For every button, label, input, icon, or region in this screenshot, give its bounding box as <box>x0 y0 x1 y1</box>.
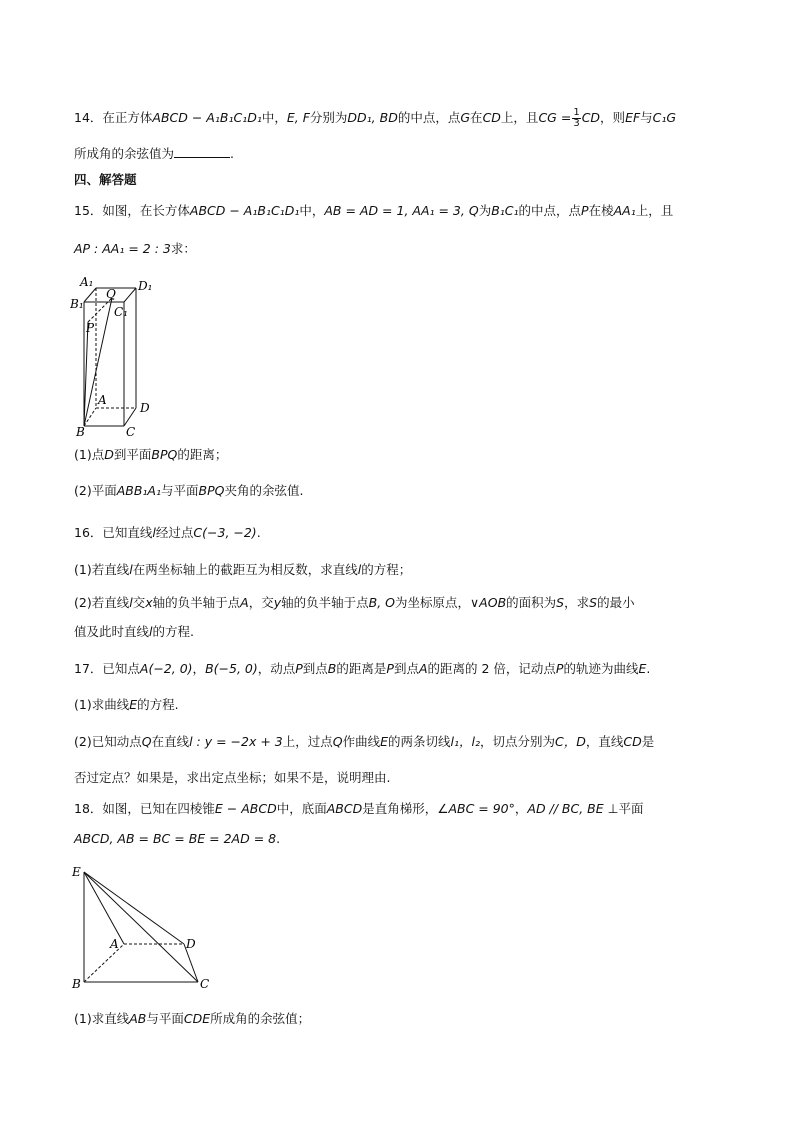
label-Q: Q <box>106 287 116 301</box>
q16-sub2-line2: 值及此时直线l的方程. <box>74 624 194 639</box>
label-A: A <box>98 393 107 407</box>
q17-sub2-line1: (2)已知动点Q在直线l : y = −2x + 3上，过点Q作曲线E的两条切线l₁，l₂，切点分别为C，D，直线CD是 <box>74 734 655 749</box>
fraction-one-third: $\frac{1}{3}$ <box>573 107 580 129</box>
label-B: B <box>72 977 81 991</box>
label-D: D <box>140 401 150 415</box>
cuboid-figure <box>70 272 170 438</box>
label-C: C <box>200 977 210 991</box>
label-P: P <box>86 321 95 335</box>
q17-sub1: (1)求曲线E的方程. <box>74 697 179 712</box>
q15-sub1: (1)点D到平面BPQ的距离； <box>74 447 228 462</box>
q16-sub1: (1)若直线l在两坐标轴上的截距互为相反数，求直线l的方程； <box>74 562 412 577</box>
label-B1: B₁ <box>70 297 84 311</box>
label-E: E <box>72 865 81 879</box>
q14-line1: 14．在正方体ABCD − A₁B₁C₁D₁中，E, F分别为DD₁, BD的中点，点G在CD上，且CG = $\frac{1}{3}$ CD，则EF与C₁G <box>74 107 677 129</box>
q17-sub2-line2: 否过定点？如果是，求出定点坐标；如果不是，说明理由. <box>74 770 391 785</box>
section-header: 四、解答题 <box>74 172 137 187</box>
label-D: D <box>186 937 196 951</box>
label-D1: D₁ <box>138 279 153 293</box>
label-A1: A₁ <box>80 275 94 289</box>
pyramid-figure <box>68 860 218 994</box>
label-B: B <box>76 425 85 438</box>
answer-blank[interactable] <box>174 145 230 158</box>
q15-sub2: (2)平面ABB₁A₁与平面BPQ夹角的余弦值. <box>74 483 304 498</box>
q15-line2: AP : AA₁ = 2 : 3求： <box>74 241 196 256</box>
q17-line1: 17．已知点A(−2, 0)，B(−5, 0)，动点P到点B的距离是P到点A的距离的 2 倍，记动点P的轨迹为曲线E. <box>74 661 651 676</box>
q16-line1: 16．已知直线l经过点C(−3, −2). <box>74 525 261 540</box>
q14-line2: 所成角的余弦值为 . <box>74 146 234 161</box>
q15-line1: 15．如图，在长方体ABCD − A₁B₁C₁D₁中，AB = AD = 1, AA₁ = 3, Q为B₁C₁的中点，点P在棱AA₁上，且 <box>74 203 674 218</box>
q16-sub2-line1: (2)若直线l交x轴的负半轴于点A，交y轴的负半轴于点B, O为坐标原点，∨AOB的面积为S，求S的最小 <box>74 595 635 610</box>
q18-line1: 18．如图，已知在四棱锥E − ABCD中，底面ABCD是直角梯形，∠ABC = 90°，AD // BC, BE ⊥平面 <box>74 801 644 816</box>
q18-sub1: (1)求直线AB与平面CDE所成角的余弦值； <box>74 1011 311 1026</box>
label-C: C <box>126 425 136 438</box>
label-A: A <box>110 937 119 951</box>
label-C1: C₁ <box>114 305 128 319</box>
q18-line2: ABCD, AB = BC = BE = 2AD = 8. <box>74 831 281 846</box>
